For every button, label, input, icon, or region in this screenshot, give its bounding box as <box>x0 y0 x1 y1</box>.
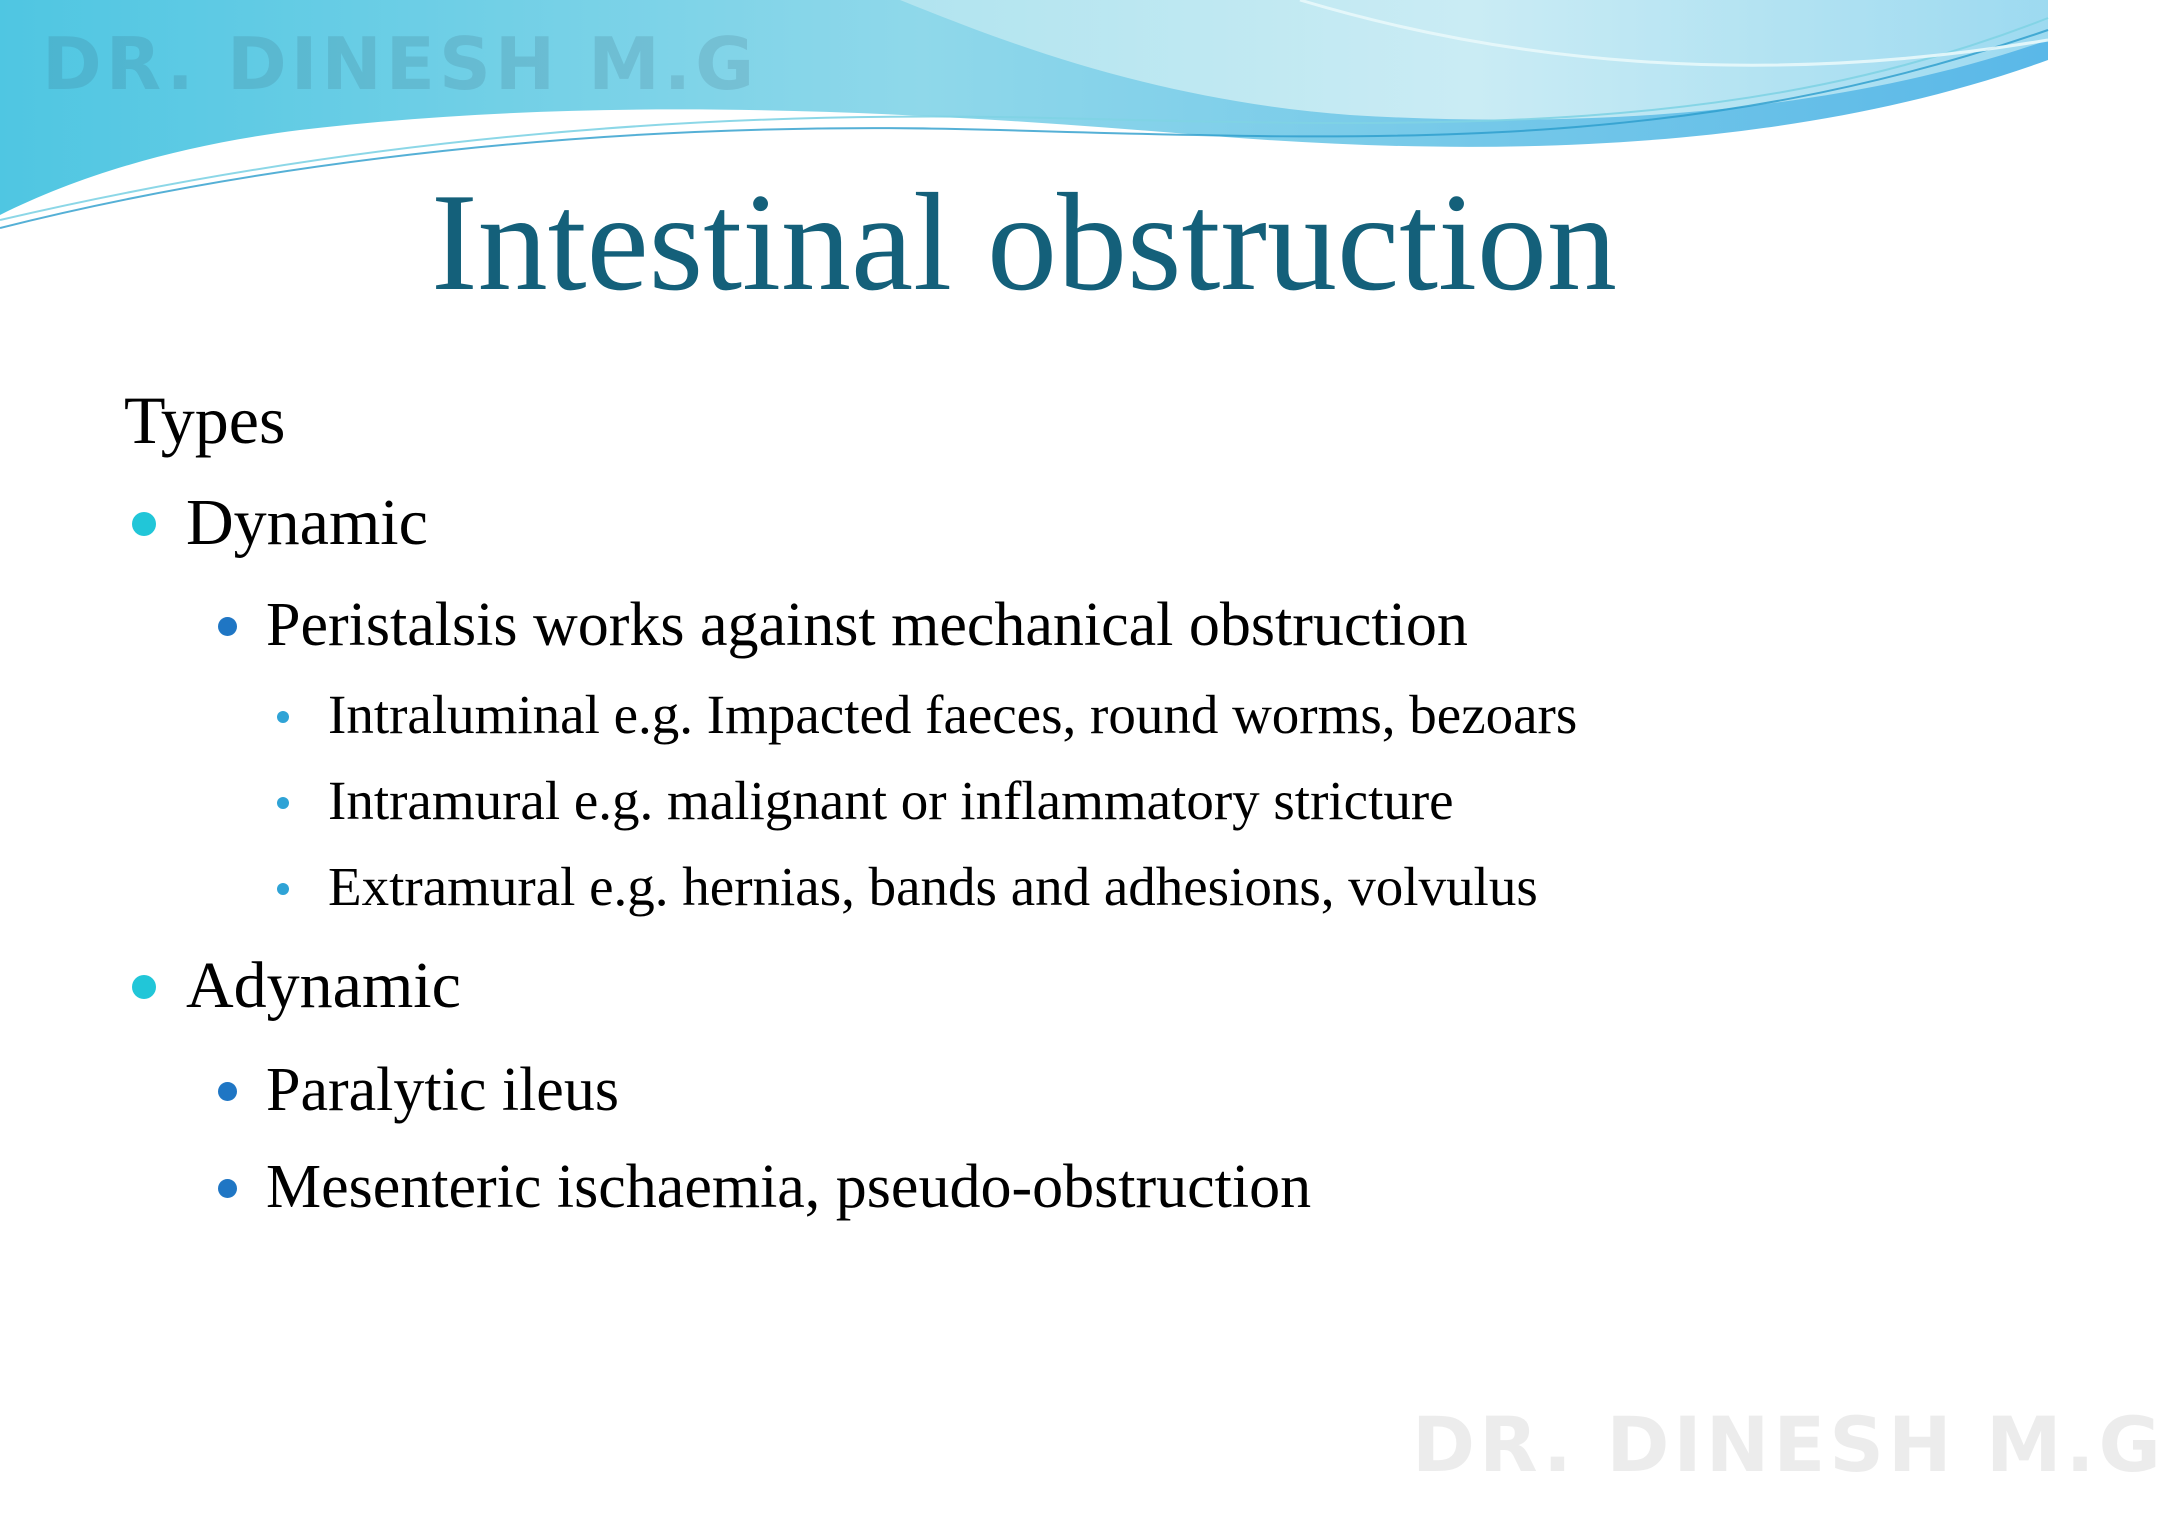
item-intramural: Intramural e.g. malignant or inflammatory stricture <box>328 770 1454 831</box>
bullet-level2-mesenteric <box>218 1179 237 1198</box>
bullet-level3-extramural <box>277 883 289 895</box>
item-paralytic-ileus: Paralytic ileus <box>266 1056 619 1124</box>
bullet-level2-peristalsis <box>218 617 237 636</box>
bullet-level3-intramural <box>277 797 289 809</box>
item-adynamic: Adynamic <box>186 949 461 1022</box>
slide-title: Intestinal obstruction <box>431 165 1617 320</box>
item-mesenteric-ischaemia: Mesenteric ischaemia, pseudo-obstruction <box>266 1153 1312 1221</box>
item-dynamic: Dynamic <box>186 486 428 559</box>
bullet-level1-adynamic <box>132 975 156 999</box>
item-extramural: Extramural e.g. hernias, bands and adhesions, volvulus <box>328 856 1538 917</box>
bullet-level3-intraluminal <box>277 711 289 723</box>
bullet-level1-dynamic <box>132 512 156 536</box>
item-intraluminal: Intraluminal e.g. Impacted faeces, round worms, bezoars <box>328 684 1578 745</box>
types-heading: Types <box>124 382 286 458</box>
bullet-level2-paralytic-ileus <box>218 1082 237 1101</box>
item-peristalsis: Peristalsis works against mechanical obstruction <box>266 591 1468 659</box>
watermark-bottom: DR. DINESH M.G <box>1412 1400 2165 1489</box>
watermark-top: DR. DINESH M.G <box>42 22 759 106</box>
